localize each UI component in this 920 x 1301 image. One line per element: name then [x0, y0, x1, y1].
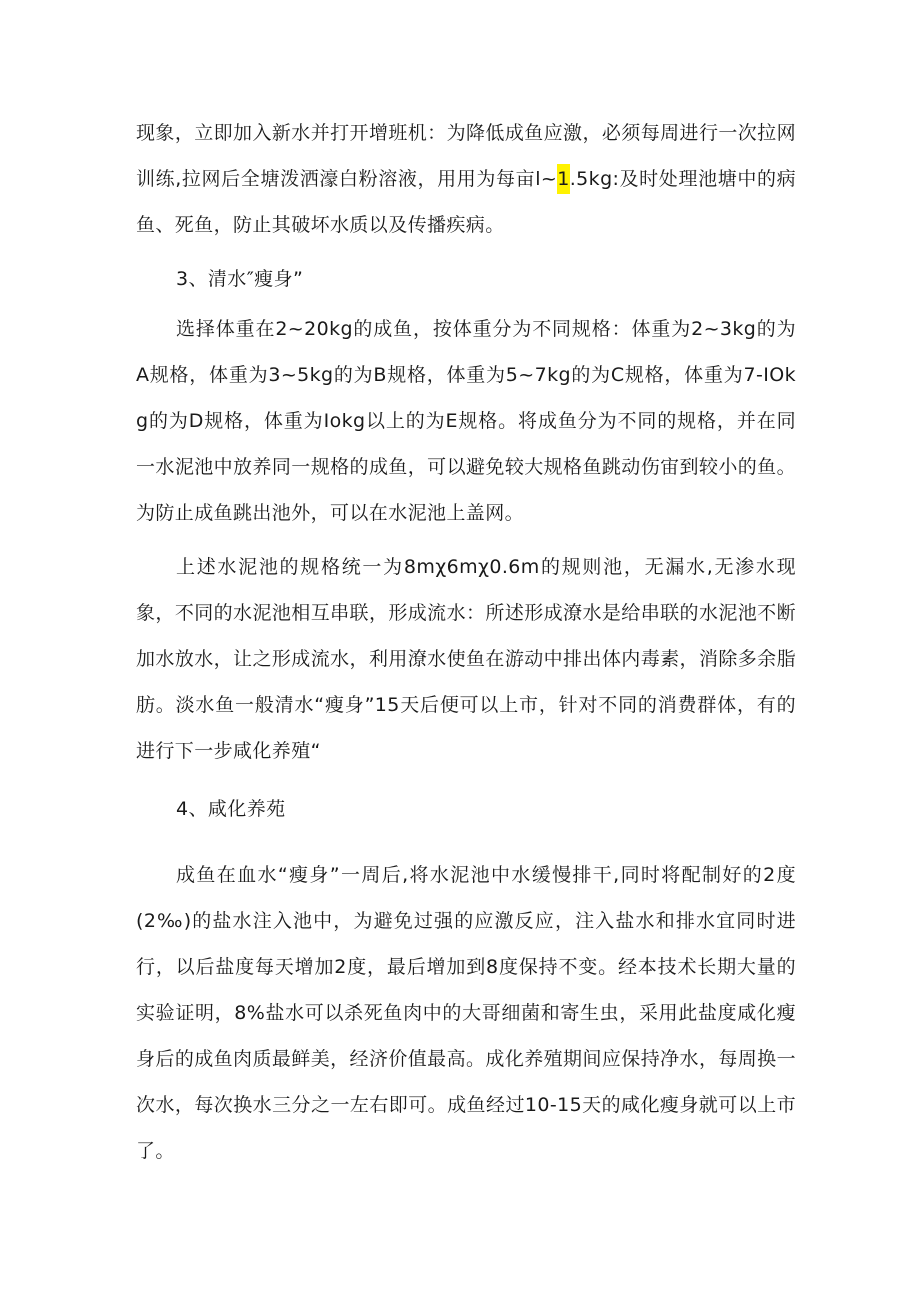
paragraph-size-grading: 选择体重在2~20kg的成鱼，按体重分为不同规格：体重为2~3kg的为A规格，体重为3~5kg的为B规格，体重为5~7kg的为C规格，体重为7-IOkg的为D规格，体重为Iokg以上的为E规格。将成鱼分为不同的规格，并在同一水泥池中放养同一规格的成鱼，可以避免较大规格鱼跳动伤宙到较小的鱼。为防止成鱼跳出池外，可以在水泥池上盖网。: [136, 318, 796, 524]
paragraph-text: .5kg:及时处理池塘中的病鱼、死鱼，防止其破坏水质以及传播疾病。: [136, 168, 796, 236]
paragraph-fish-handling: [136, 110, 796, 248]
section-heading-4: 4、咸化养苑: [176, 798, 286, 820]
section-heading-3: 3、清水″瘦身”: [176, 268, 304, 290]
highlighted-text: 1: [557, 164, 570, 194]
paragraph-text: 现象，立即加入新水并打开增班机：为降低成鱼应激，必须每周进行一次拉网训练,拉网后全塘泼洒濠白粉溶液，用用为每亩l~: [136, 122, 796, 190]
paragraph-cement-pool: 上述水泥池的规格统一为8mχ6mχ0.6m的规则池，无漏水,无渗水现象，不同的水泥池相互串联，形成流水：所述形成潦水是给串联的水泥池不断加水放水，让之形成流水，利用潦水使鱼在游动中排出体内毒素，消除多余脂肪。淡水鱼一般清水“瘦身”15天后便可以上市，针对不同的消费群体，有的进行下一步咸化养殖“: [136, 556, 796, 762]
paragraph-salting: 成鱼在血水“瘦身”一周后,将水泥池中水缓慢排干,同时将配制好的2度(2‰)的盐水注入池中，为避免过强的应激反应，注入盐水和排水宜同时进行，以后盐度每天增加2度，最后增加到8度保持不变。经本技术长期大量的实验证明，8%盐水可以杀死鱼肉中的大哥细菌和寄生虫，采用此盐度咸化瘦身后的成鱼肉质最鲜美，经济价值最高。成化养殖期间应保持净水，每周换一次水，每次换水三分之一左右即可。成鱼经过10-15天的咸化瘦身就可以上市了。: [136, 864, 796, 1162]
